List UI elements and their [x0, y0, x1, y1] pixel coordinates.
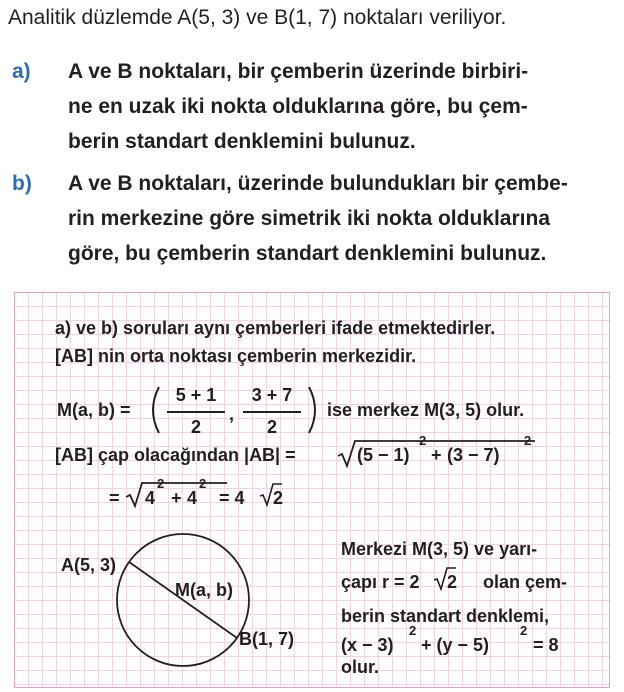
equation-x-exp: 2 — [409, 623, 417, 638]
diameter-exp-2: 2 — [524, 433, 532, 448]
label-center-m: M(a, b) — [175, 580, 233, 600]
fraction-1-bar — [167, 411, 225, 413]
midpoint-rhs: ise merkez M(3, 5) olur. — [327, 400, 525, 420]
equation-rhs: = 8 — [533, 635, 559, 655]
right-paren — [303, 385, 325, 435]
fraction-1-denominator: 2 — [190, 417, 201, 437]
label-point-b: B(1, 7) — [239, 629, 295, 649]
result-root: 2 — [273, 488, 284, 508]
equation-x-term: (x − 3) — [341, 635, 394, 655]
equation-y-exp: 2 — [520, 623, 528, 638]
conclusion-line-1: Merkezi M(3, 5) ve yarı- — [341, 539, 538, 559]
conclusion-line-3: berin standart denklemi, — [341, 606, 550, 626]
question-b-line: A ve B noktaları, üzerinde bulundukları bir çembe- — [68, 172, 568, 195]
diameter-expr-2: (3 − 7) — [447, 445, 500, 465]
circle-diagram — [105, 528, 265, 678]
comma: , — [229, 404, 235, 424]
fraction-2-denominator: 2 — [266, 417, 277, 437]
conclusion-line-2: çapı r = 2 — [341, 572, 420, 592]
conclusion-root: 2 — [447, 572, 458, 592]
conclusion-line-5: olur. — [341, 657, 380, 677]
diameter-text: [AB] çap olacağından |AB| = — [55, 445, 296, 465]
result-exp-2: 2 — [199, 476, 207, 491]
intro-text: Analitik düzlemde A(5, 3) ve B(1, 7) noktaları veriliyor. — [8, 6, 507, 29]
question-a-line: A ve B noktaları, bir çemberin üzerinde birbiri- — [68, 60, 529, 83]
equation-y-term: + (y − 5) — [421, 635, 490, 655]
solution-box — [14, 292, 610, 688]
fraction-2-bar — [243, 411, 301, 413]
result-exp-1: 2 — [157, 476, 165, 491]
diameter-exp-1: 2 — [419, 433, 427, 448]
question-b-line: göre, bu çemberin standart denklemini bulunuz. — [68, 242, 547, 265]
midpoint-lhs: M(a, b) = — [57, 400, 131, 420]
fraction-2-numerator: 3 + 7 — [251, 385, 293, 405]
label-point-a: A(5, 3) — [61, 555, 117, 575]
result-base-1: 4 — [145, 488, 156, 508]
question-a-line: berin standart denklemini bulunuz. — [68, 130, 416, 153]
question-b-line: rin merkezine göre simetrik iki nokta olduklarına — [68, 207, 550, 230]
result-eq: = — [109, 488, 120, 508]
diameter-expr-1: (5 − 1) — [357, 445, 410, 465]
question-a-label: a) — [12, 60, 31, 83]
result-plus: + — [171, 488, 182, 508]
question-a-line: ne en uzak iki nokta olduklarına göre, bu çem- — [68, 95, 528, 118]
question-b-label: b) — [12, 172, 32, 195]
conclusion-line-2-post: olan çem- — [483, 572, 568, 592]
diameter-plus: + — [431, 445, 442, 465]
solution-line-2: [AB] nin orta noktası çemberin merkezidir. — [55, 346, 417, 366]
left-paren — [143, 385, 165, 435]
result-base-2: 4 — [187, 488, 198, 508]
solution-line-1: a) ve b) soruları aynı çemberleri ifade etmektedirler. — [55, 318, 496, 338]
result-eq-2: = 4 — [219, 488, 245, 508]
fraction-1-numerator: 5 + 1 — [175, 385, 217, 405]
